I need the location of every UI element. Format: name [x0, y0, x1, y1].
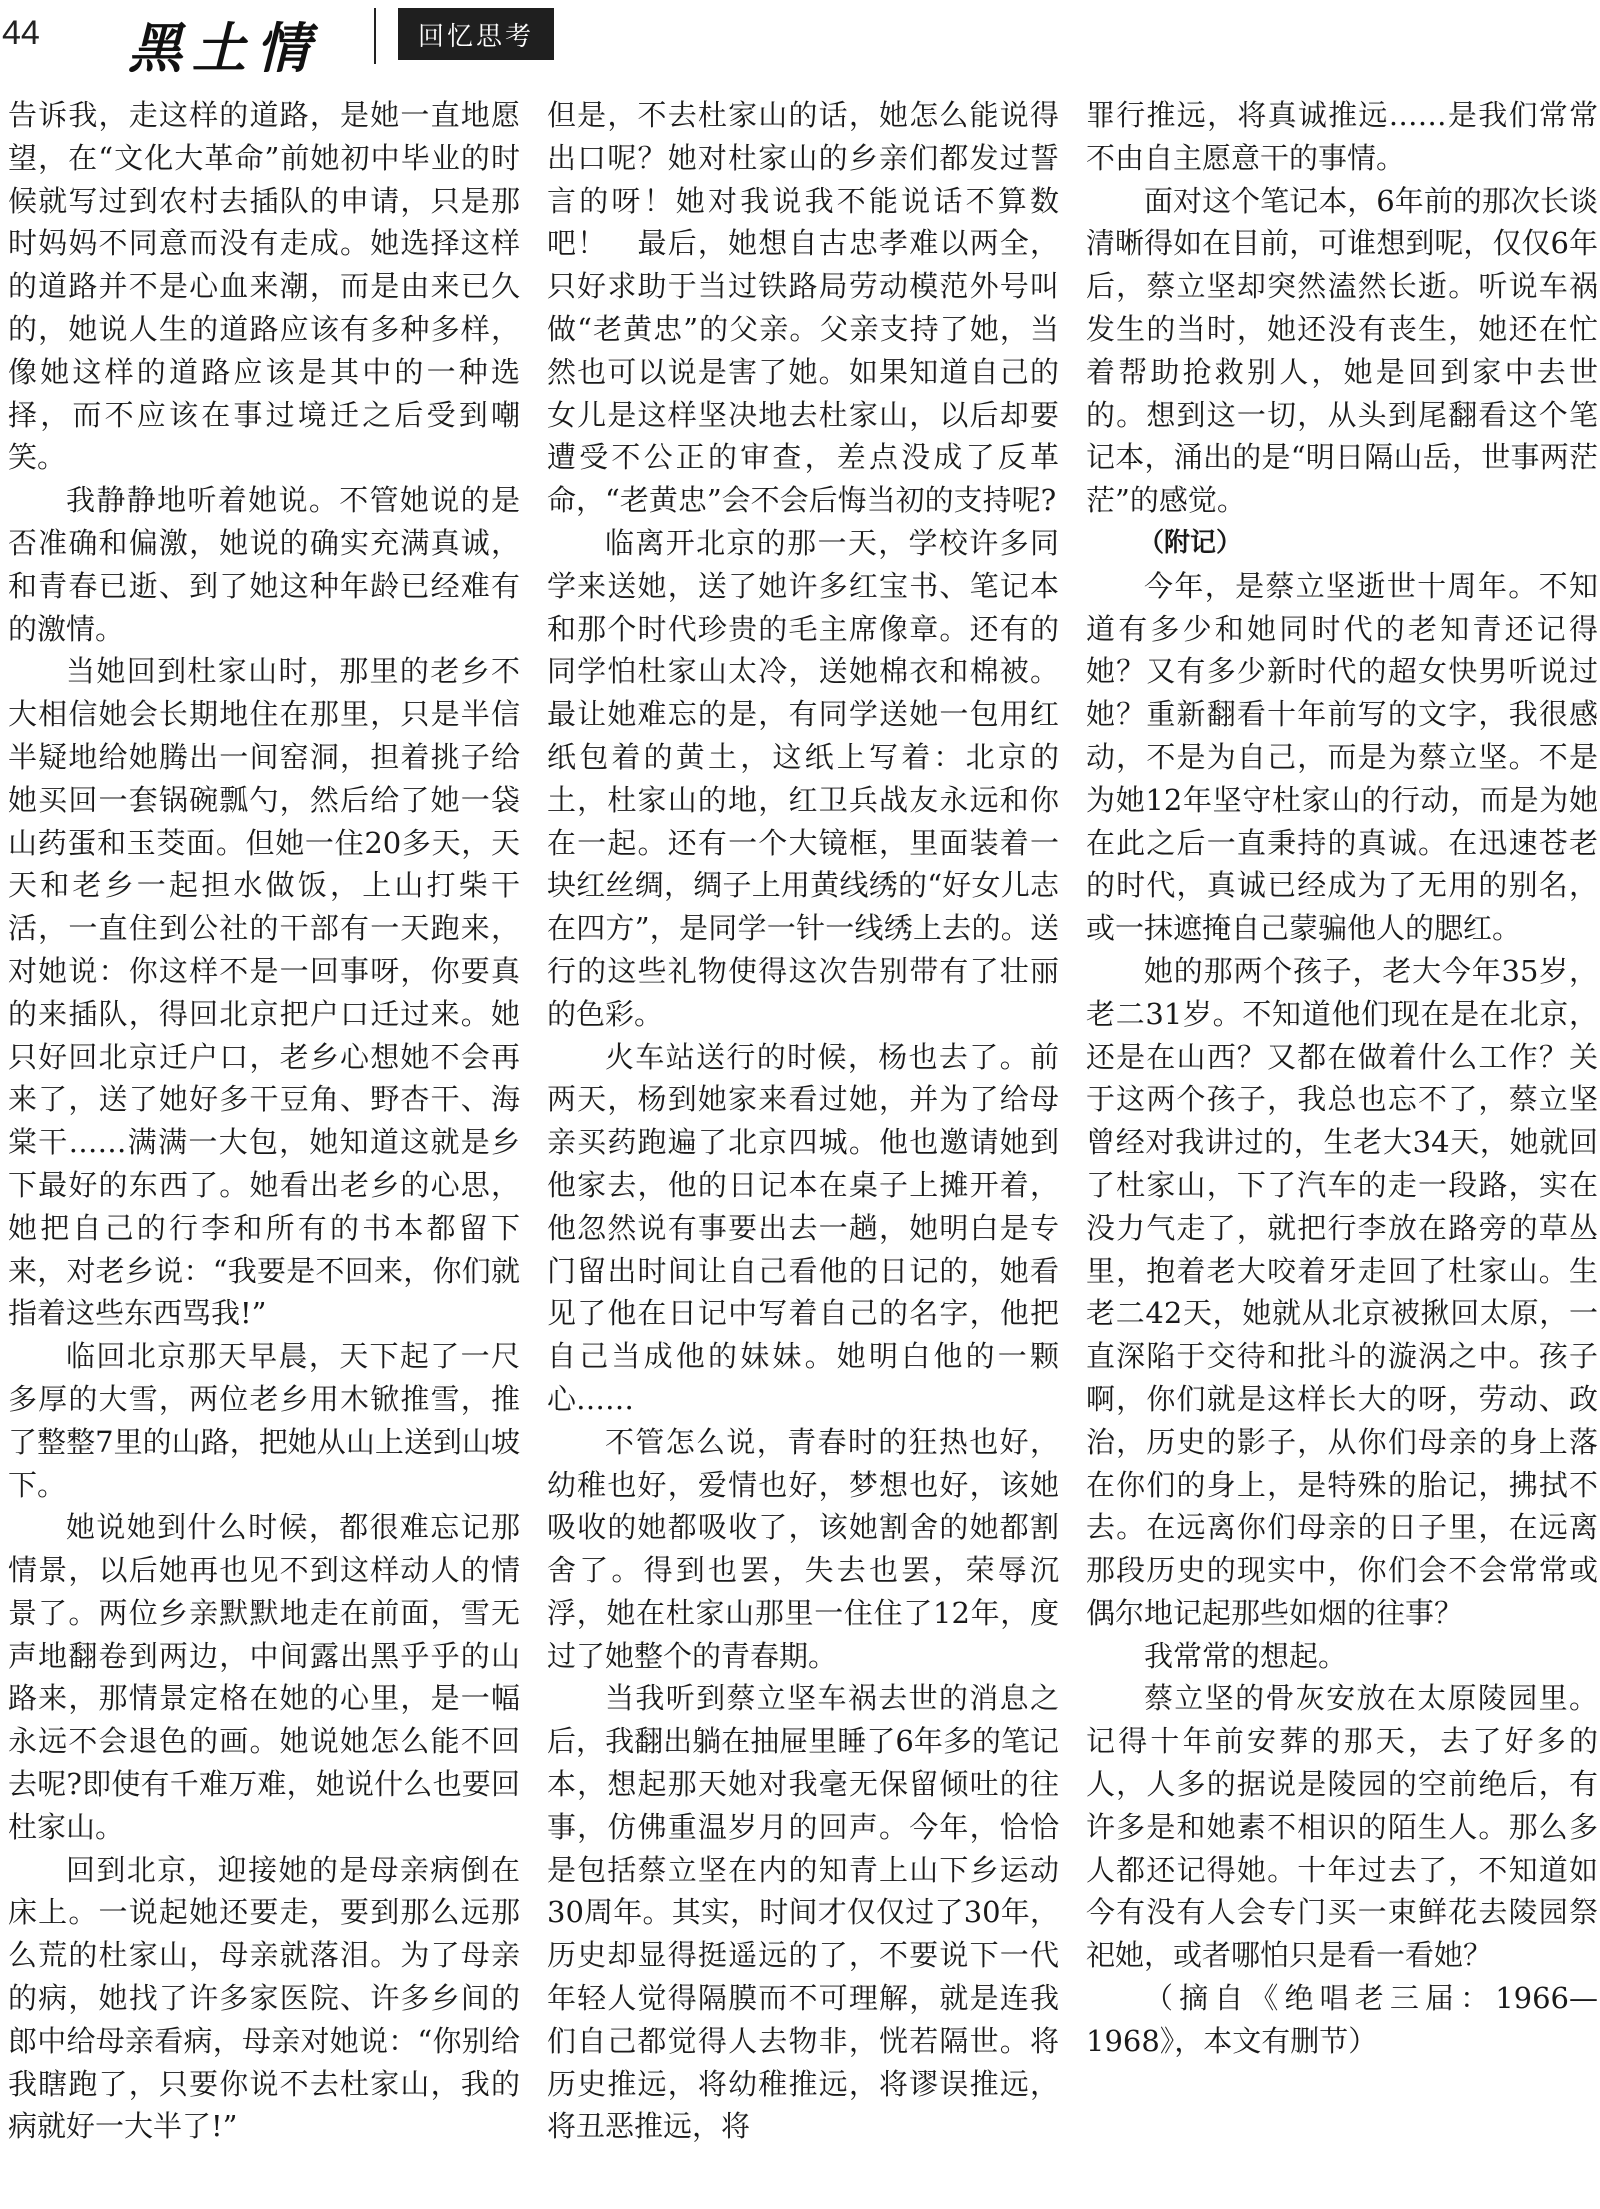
paragraph: 回到北京，迎接她的是母亲病倒在床上。一说起她还要走，要到那么远那么荒的杜家山，母亲就落泪。为了母亲的病，她找了许多家医院、许多乡间的郎中给母亲看病，母亲对她说：“你别给我瞎跑了，只要你说不去杜家山，我的病就好一大半了!” — [8, 1852, 520, 2144]
text-column-1 — [8, 94, 520, 2204]
header-divider — [374, 8, 376, 64]
paragraph: 她的那两个孩子，老大今年35岁，老二31岁。不知道他们现在是在北京，还是在山西？又都在做着什么工作？关于这两个孩子，我总也忘不了，蔡立坚曾经对我讲过的，生老大34天，她就回了杜家山，下了汽车的走一段路，实在没力气走了，就把行李放在路旁的草丛里，抱着老大咬着牙走回了杜家山。生老二42天，她就从北京被揪回太原，一直深陷于交待和批斗的漩涡之中。孩子啊，你们就是这样长大的呀，劳动、政治，历史的影子，从你们母亲的身上落在你们的身上，是特殊的胎记，拂拭不去。在远离你们母亲的日子里，在远离那段历史的现实中，你们会不会常常或偶尔地记起那些如烟的往事？ — [1086, 953, 1598, 1630]
paragraph: 火车站送行的时候，杨也去了。前两天，杨到她家来看过她，并为了给母亲买药跑遍了北京四城。他也邀请她到他家去，他的日记本在桌子上摊开着，他忽然说有事要出去一趟，她明白是专门留出时间让自己看他的日记的，她看见了他在日记中写着自己的名字，他把自己当成他的妹妹。她明白他的一颗心…… — [547, 1039, 1059, 1416]
paragraph: 蔡立坚的骨灰安放在太原陵园里。记得十年前安葬的那天，去了好多的人，人多的据说是陵园的空前绝后，有许多是和她素不相识的陌生人。那么多人都还记得她。十年过去了，不知道如今有没有人会专门买一束鲜花去陵园祭祀她，或者哪怕只是看一看她？ — [1086, 1681, 1598, 1973]
magazine-title: 黑土情 — [128, 16, 320, 80]
article-body — [8, 94, 1598, 2204]
paragraph: 告诉我，走这样的道路，是她一直地愿望，在“文化大革命”前她初中毕业的时候就写过到农村去插队的申请，只是那时妈妈不同意而没有走成。她选择这样的道路并不是心血来潮，而是由来已久的，她说人生的道路应该有多种多样，像她这样的道路应该是其中的一种选择，而不应该在事过境迁之后受到嘲笑。 — [8, 98, 520, 475]
paragraph: 我常常的想起。 — [1144, 1638, 1348, 1673]
paragraph: 罪行推远，将真诚推远……是我们常常不由自主愿意干的事情。 — [1086, 98, 1598, 175]
paragraph: 当她回到杜家山时，那里的老乡不大相信她会长期地住在那里，只是半信半疑地给她腾出一间窑洞，担着挑子给她买回一套锅碗瓢勺，然后给了她一袋山药蛋和玉茭面。但她一住20多天，天天和老乡一起担水做饭，上山打柴干活，一直住到公社的干部有一天跑来，对她说：你这样不是一回事呀，你要真的来插队，得回北京把户口迁过来。她只好回北京迁户口，老乡心想她不会再来了，送了她好多干豆角、野杏干、海棠干……满满一大包，她知道这就是乡下最好的东西了。她看出老乡的心思，她把自己的行李和所有的书本都留下来，对老乡说：“我要是不回来，你们就指着这些东西骂我!” — [8, 654, 520, 1331]
text-column-3 — [1086, 94, 1598, 2204]
paragraph: 今年，是蔡立坚逝世十周年。不知道有多少和她同时代的老知青还记得她？又有多少新时代的超女快男听说过她？重新翻看十年前写的文字，我很感动，不是为自己，而是为蔡立坚。不是为她12年坚守杜家山的行动，而是为她在此之后一直秉持的真诚。在迅速苍老的时代，真诚已经成为了无用的别名，或一抹遮掩自己蒙骗他人的腮红。 — [1086, 568, 1598, 946]
paragraph: 她说她到什么时候，都很难忘记那情景，以后她再也见不到这样动人的情景了。两位乡亲默默地走在前面，雪无声地翻卷到两边，中间露出黑乎乎的山路来，那情景定格在她的心里，是一幅永远不会退色的画。她说她怎么能不回去呢?即使有千难万难，她说什么也要回杜家山。 — [8, 1510, 520, 1844]
source-note: （摘自《绝唱老三届：1966—1968》，本文有删节） — [1086, 1981, 1598, 2058]
paragraph: 临回北京那天早晨，天下起了一尺多厚的大雪，两位老乡用木锨推雪，推了整整7里的山路，把她从山上送到山坡下。 — [8, 1339, 520, 1502]
paragraph: 但是，不去杜家山的话，她怎么能说得出口呢？她对杜家山的乡亲们都发过誓言的呀！她对我说我不能说话不算数吧！ 最后，她想自古忠孝难以两全，只好求助于当过铁路局劳动模范外号叫做“老黄忠”的父亲。父亲支持了她，当然也可以说是害了她。如果知道自己的女儿是这样坚决地去杜家山，以后却要遭受不公正的审查，差点没成了反革命，“老黄忠”会不会后悔当初的支持呢? — [547, 98, 1059, 518]
paragraph: 面对这个笔记本，6年前的那次长谈清晰得如在目前，可谁想到呢，仅仅6年后，蔡立坚却突然溘然长逝。听说车祸发生的当时，她还没有丧生，她还在忙着帮助抢救别人，她是回到家中去世的。想到这一切，从头到尾翻看这个笔记本，涌出的是“明日隔山岳，世事两茫茫”的感觉。 — [1086, 183, 1598, 518]
page-number: 44 — [2, 14, 40, 52]
section-tag: 回忆思考 — [398, 8, 554, 60]
page-header — [0, 0, 1600, 86]
paragraph: 临离开北京的那一天，学校许多同学来送她，送了她许多红宝书、笔记本和那个时代珍贵的毛主席像章。还有的同学怕杜家山太冷，送她棉衣和棉被。最让她难忘的是，有同学送她一包用红纸包着的黄土，这纸上写着：北京的土，杜家山的地，红卫兵战友永远和你在一起。还有一个大镜框，里面装着一块红丝绸，绸子上用黄线绣的“好女儿志在四方”，是同学一针一线绣上去的。送行的这些礼物使得这次告别带有了壮丽的色彩。 — [547, 525, 1059, 1031]
paragraph: 不管怎么说，青春时的狂热也好，幼稚也好，爱情也好，梦想也好，该她吸收的她都吸收了，该她割舍的她都割舍了。得到也罢，失去也罢，荣辱沉浮，她在杜家山那里一住住了12年，度过了她整个的青春期。 — [547, 1424, 1059, 1673]
text-column-2 — [547, 94, 1059, 2204]
paragraph: 当我听到蔡立坚车祸去世的消息之后，我翻出躺在抽屉里睡了6年多的笔记本，想起那天她对我毫无保留倾吐的往事，仿佛重温岁月的回声。今年，恰恰是包括蔡立坚在内的知青上山下乡运动30周年。其实，时间才仅仅过了30年，历史却显得挺遥远的了，不要说下一代年轻人觉得隔膜而不可理解，就是连我们自己都觉得人去物非，恍若隔世。将历史推远，将幼稚推远，将谬误推远，将丑恶推远，将 — [547, 1681, 1059, 2144]
appendix-heading: （附记） — [1138, 527, 1243, 558]
paragraph: 我静静地听着她说。不管她说的是否准确和偏激，她说的确实充满真诚，和青春已逝、到了她这种年龄已经难有的激情。 — [8, 483, 520, 646]
